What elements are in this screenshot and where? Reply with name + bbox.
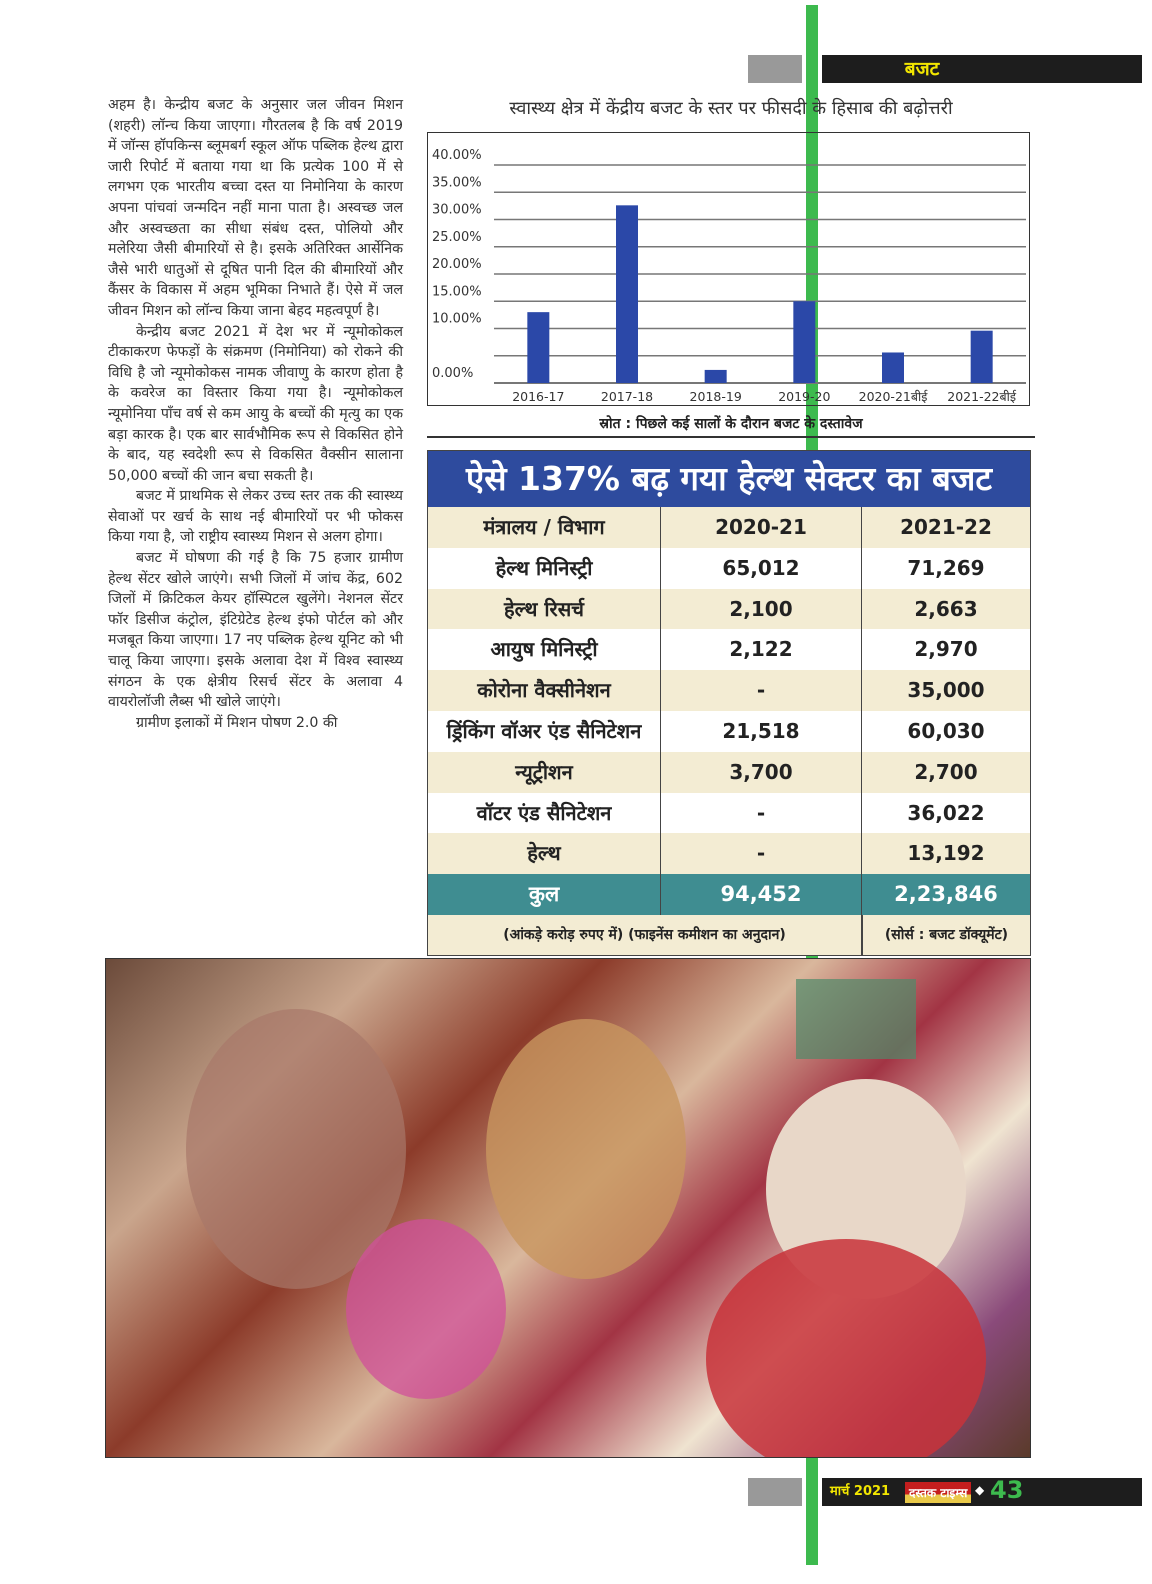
bar: [971, 331, 993, 383]
y-tick-label: 30.00%: [432, 202, 482, 218]
table-row: [428, 589, 1030, 630]
units-note: (आंकड़े करोड़ रुपए में) (फाइनेंस कमीशन का अनुदान): [428, 915, 862, 955]
issue-date: मार्च 2021: [830, 1484, 891, 1499]
row-label: कोरोना वैक्सीनेशन: [428, 670, 661, 711]
table-row: [428, 793, 1030, 834]
table-row: [428, 548, 1030, 589]
bar: [616, 205, 638, 383]
x-tick-label: 2018-19: [689, 389, 742, 404]
cell-value: 2,970: [914, 637, 978, 662]
bar-chart: [427, 132, 1030, 406]
row-label: कुल: [428, 874, 661, 915]
bar: [793, 301, 815, 383]
x-tick-label: 2016-17: [512, 389, 565, 404]
bar: [527, 312, 549, 383]
y-tick-label: 15.00%: [432, 284, 482, 300]
chart-svg: [428, 133, 1028, 404]
row-label: न्यूट्रीशन: [428, 752, 661, 793]
paragraph: ग्रामीण इलाकों में मिशन पोषण 2.0 की: [136, 714, 338, 731]
header-row: [428, 507, 1030, 548]
paragraph: बजट में प्राथमिक से लेकर उच्च स्तर तक की स्वास्थ्य सेवाओं पर खर्च के साथ नई बीमारियों पर भी फोकस किया गया है, जो राष्ट्रीय स्वास्थ्य मिशन से अलग होगा।: [108, 488, 403, 546]
row-label: हेल्थ मिनिस्ट्री: [428, 548, 661, 589]
table-footer: [428, 915, 1030, 955]
cell-value: 65,012: [661, 548, 862, 589]
row-label: आयुष मिनिस्ट्री: [428, 629, 661, 670]
paragraph: केन्द्रीय बजट 2021 में देश भर में न्यूमोकोकल टीकाकरण फेफड़ों के संक्रमण (निमोनिया) को रोकने की विधि है जो न्यूमोकोकस नामक जीवाणु के कारण होता है के कवरेज का विस्तार किया गया है। न्यूमोकोकल न्यूमोनिया पाँच वर्ष से कम आयु के बच्चों की मृत्यु का एक बड़ा कारक है। एक बार सार्वभौमिक रूप से विकसित होने के बाद, यह स्वदेशी रूप से विकसित वैक्सीन सालाना 50,000 बच्चों की जान बचा सकती है।: [108, 323, 403, 484]
cell-value: 36,022: [907, 800, 985, 825]
table-row: [428, 752, 1030, 793]
cell-value: 71,269: [907, 555, 985, 580]
row-label: मंत्रालय / विभाग: [428, 507, 661, 548]
y-tick-label: 25.00%: [432, 229, 482, 245]
row-label: हेल्थ: [428, 833, 661, 874]
y-tick-label: 40.00%: [432, 148, 482, 163]
x-tick-label: 2019-20: [778, 389, 831, 404]
bar: [882, 352, 904, 383]
table-row: [428, 711, 1030, 752]
cell-value: 2,23,846: [894, 882, 998, 907]
footer-gray-block: [748, 1478, 802, 1506]
table-row: [428, 833, 1030, 874]
table-title: ऐसे 137% बढ़ गया हेल्थ सेक्टर का बजट: [428, 451, 1030, 507]
budget-table: [427, 450, 1031, 956]
x-tick-label: 2021-22बीई: [947, 389, 1017, 404]
cell-value: 2,100: [661, 589, 862, 630]
cell-value: 2,122: [661, 629, 862, 670]
row-label: वॉटर एंड सैनिटेशन: [428, 793, 661, 834]
cell-value: -: [661, 793, 862, 834]
article-body: [108, 95, 403, 733]
cell-value: 2021-22: [900, 515, 992, 539]
cell-value: 2,700: [914, 759, 978, 784]
cell-value: 2,663: [914, 596, 978, 621]
section-label: बजट: [904, 58, 940, 80]
magazine-logo: दस्तक टाइम्स: [905, 1482, 971, 1503]
cell-value: 94,452: [661, 874, 862, 915]
cell-value: 13,192: [907, 841, 985, 866]
bar: [705, 370, 727, 383]
row-label: हेल्थ रिसर्च: [428, 589, 661, 630]
total-row: [428, 874, 1030, 915]
y-tick-label: 10.00%: [432, 311, 482, 327]
y-tick-label: 35.00%: [432, 175, 482, 191]
cell-value: 21,518: [661, 711, 862, 752]
page-number: 43: [990, 1476, 1024, 1504]
header-gray-block: [748, 55, 802, 83]
cell-value: 35,000: [907, 678, 985, 703]
table-row: [428, 629, 1030, 670]
table-row: [428, 670, 1030, 711]
paragraph: अहम है। केन्द्रीय बजट के अनुसार जल जीवन मिशन (शहरी) लॉन्च किया जाएगा। गौरतलब है कि वर्ष 2019 में जॉन्स हॉपकिन्स ब्लूमबर्ग स्कूल ऑफ पब्लिक हेल्थ द्वारा जारी रिपोर्ट में बताया गया था कि प्रत्येक 100 में से लगभग एक भारतीय बच्चा दस्त या निमोनिया के कारण अपना पांचवां जन्मदिन नहीं माना पाता है। अस्वच्छ जल और अस्वच्छता का सीधा संबंध दस्त, पोलियो और मलेरिया जैसी बीमारियों से है। इसके अतिरिक्त आर्सेनिक जैसे भारी धातुओं से दूषित पानी दिल की बीमारियों और कैंसर के विकास में अहम भूमिका निभाते हैं। ऐसे में जल जीवन मिशन को लॉन्च किया जाना बेहद महत्वपूर्ण है।: [108, 97, 403, 319]
chart-title: स्वास्थ्य क्षेत्र में केंद्रीय बजट के स्तर पर फीसदी के हिसाब की बढ़ोत्तरी: [509, 98, 953, 119]
y-tick-label: 20.00%: [432, 257, 482, 272]
cell-value: 3,700: [661, 752, 862, 793]
x-tick-label: 2020-21बीई: [858, 389, 928, 404]
divider: [427, 436, 1035, 438]
cell-value: 2020-21: [661, 507, 862, 548]
y-tick-label: 0.00%: [432, 366, 474, 381]
chart-source: स्रोत : पिछले कई सालों के दौरान बजट के दस्तावेज: [599, 416, 863, 432]
photo-doctor-examining-child: [105, 958, 1031, 1458]
row-label: ड्रिंकिंग वॉअर एंड सैनिटेशन: [428, 711, 661, 752]
bullet-icon: ◆: [975, 1483, 985, 1497]
paragraph: बजट में घोषणा की गई है कि 75 हजार ग्रामीण हेल्थ सेंटर खोले जाएंगे। सभी जिलों में जांच केंद्र, 602 जिलों में क्रिटिकल केयर हॉस्पिटल खुलेंगे। नेशनल सेंटर फॉर डिसीज कंट्रोल, इंटिग्रेटेड हेल्थ इंफो पोर्टल को और मजबूत किया जाएगा। 17 नए पब्लिक हेल्थ यूनिट को भी चालू किया जाएगा। इसके अलावा देश में विश्व स्वास्थ्य संगठन के एक क्षेत्रीय रिसर्च सेंटर के अलावा 4 वायरोलॉजी लैब्स भी खोले जाएंगे।: [108, 550, 403, 711]
source-note: (सोर्स : बजट डॉक्यूमेंट): [862, 915, 1030, 955]
cell-value: -: [661, 670, 862, 711]
x-tick-label: 2017-18: [600, 389, 654, 404]
cell-value: 60,030: [907, 718, 985, 743]
cell-value: -: [661, 833, 862, 874]
